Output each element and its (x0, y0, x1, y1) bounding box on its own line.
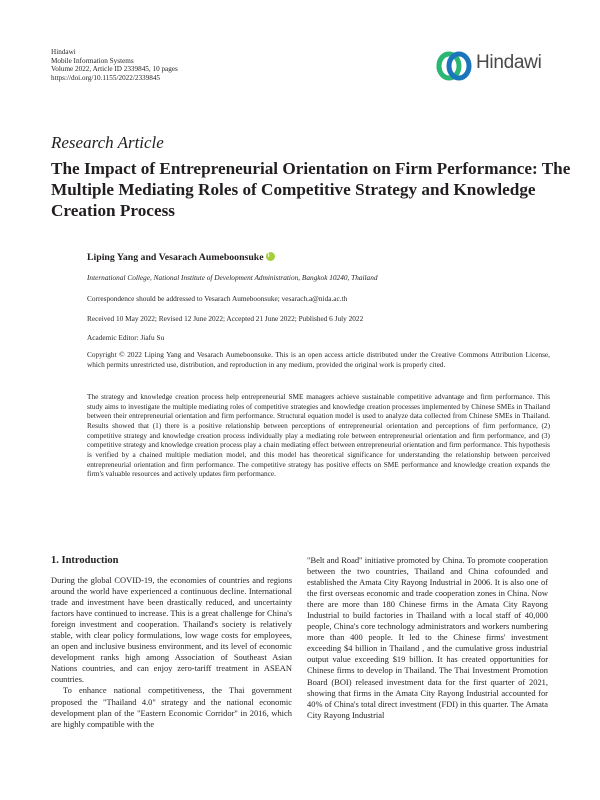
orcid-icon[interactable]: i (266, 252, 275, 261)
authors-line (87, 252, 275, 263)
paragraph: To enhance national competitiveness, the Thai government proposed the "Thailand 4.0" strategy and the national economic development plan of the "Eastern Economic Corridor" in 2016, which are highly compatible with the (51, 685, 292, 729)
right-column (307, 555, 548, 721)
hindawi-logo-icon (436, 48, 472, 84)
correspondence: Correspondence should be addressed to Vesarach Aumeboonsuke; vesarach.a@nida.ac.th (87, 294, 348, 303)
paragraph: "Belt and Road" initiative promoted by China. To promote cooperation between the two countries, Thailand and China cofounded and established the Amata City Rayong Industrial in 2006. It is also one of the first overseas economic and trade cooperation zones in China. Now there are more than 180 Chinese firms in the Amata City Rayong Industrial to build factories in Thailand with a local staff of 40,000 people, China's core technology administrators and workers numbering more than 400 people. It led to the Chinese firms' investment exceeding $4 billion in Thailand , and the cumulative gross industrial output value exceeding $19 billion. It has created opportunities for Chinese firms to develop in Thailand. The Thai Investment Promotion Board (BOI) released investment data for the first quarter of 2021, showing that firms in the Amata City Rayong Industrial accounted for 40% of China's total direct investment (FDI) in this quarter. The Amata City Rayong Industrial (307, 555, 548, 720)
paper-title: The Impact of Entrepreneurial Orientation on Firm Performance: The Multiple Mediating Roles of Competitive Strategy and Knowledge Creation Process (51, 159, 571, 220)
academic-editor: Academic Editor: Jiafu Su (87, 333, 165, 342)
authors: Liping Yang and Vesarach Aumeboonsuke (87, 252, 264, 263)
journal-name: Mobile Information Systems (51, 56, 134, 65)
publisher-name: Hindawi (51, 48, 76, 56)
copyright-notice: Copyright © 2022 Liping Yang and Vesarach Aumeboonsuke. This is an open access article distributed under the Creative Commons Attribution License, which permits unrestricted use, distribution, and reproduction in any medium, provided the original work is properly cited. (87, 350, 550, 369)
paragraph: During the global COVID-19, the economies of countries and regions around the world have experienced a continuous decline. International trade and investment have been drastically reduced, and uncertainty factors have continued to increase. This is a great challenge for China's foreign investment and cooperation. Thailand's society is relatively stable, with clear policy formulations, low wage costs for employees, an open and inclusive business environment, and its level of economic development ranks high among Association of Southeast Asian Nations countries, and can enjoy zero-tariff treatment in ASEAN countries. (51, 575, 292, 685)
publication-dates: Received 10 May 2022; Revised 12 June 2022; Accepted 21 June 2022; Published 6 July 2022 (87, 314, 364, 323)
volume-info: Volume 2022, Article ID 2339845, 10 pages (51, 65, 178, 74)
abstract: The strategy and knowledge creation process help entrepreneurial SME managers achieve sustainable competitive advantage and firm performance. This study aims to investigate the multiple mediating roles of competitive strategies and knowledge creation processes implemented by Chinese SMEs in Thailand between their entrepreneurial orientation and firm performance. Structural equation model is used to analyze data collected from Chinese SMEs in Thailand. Results showed that (1) there is a positive relationship between perceptions of entrepreneurial orientation and perceptions of firm performance, (2) competitive strategy and knowledge creation process individually play a mediating role between entrepreneurial orientation and firm performance, and (3) competitive strategy and knowledge creation process play a chain mediating effect between entrepreneurial orientation and firm performance. This hypothesis is verified by a chained multiple mediation model, and this model has theoretical significance for understanding the relationship between perceived entrepreneurial orientation and firm performance. The competitive strategy has positive effects on SME performance and knowledge creation expands the firm's valuable resources and actively updates firm performance. (87, 392, 550, 479)
article-type: Research Article (51, 133, 164, 152)
logo-text: Hindawi (476, 52, 542, 73)
hindawi-logo (436, 46, 556, 86)
doi-link[interactable]: https://doi.org/10.1155/2022/2339845 (51, 73, 161, 82)
masthead (51, 48, 178, 82)
left-column (51, 575, 292, 730)
affiliation: International College, National Institute of Development Administration, Bangkok 10240, Thailand (87, 273, 378, 282)
section-heading: 1. Introduction (51, 555, 119, 566)
